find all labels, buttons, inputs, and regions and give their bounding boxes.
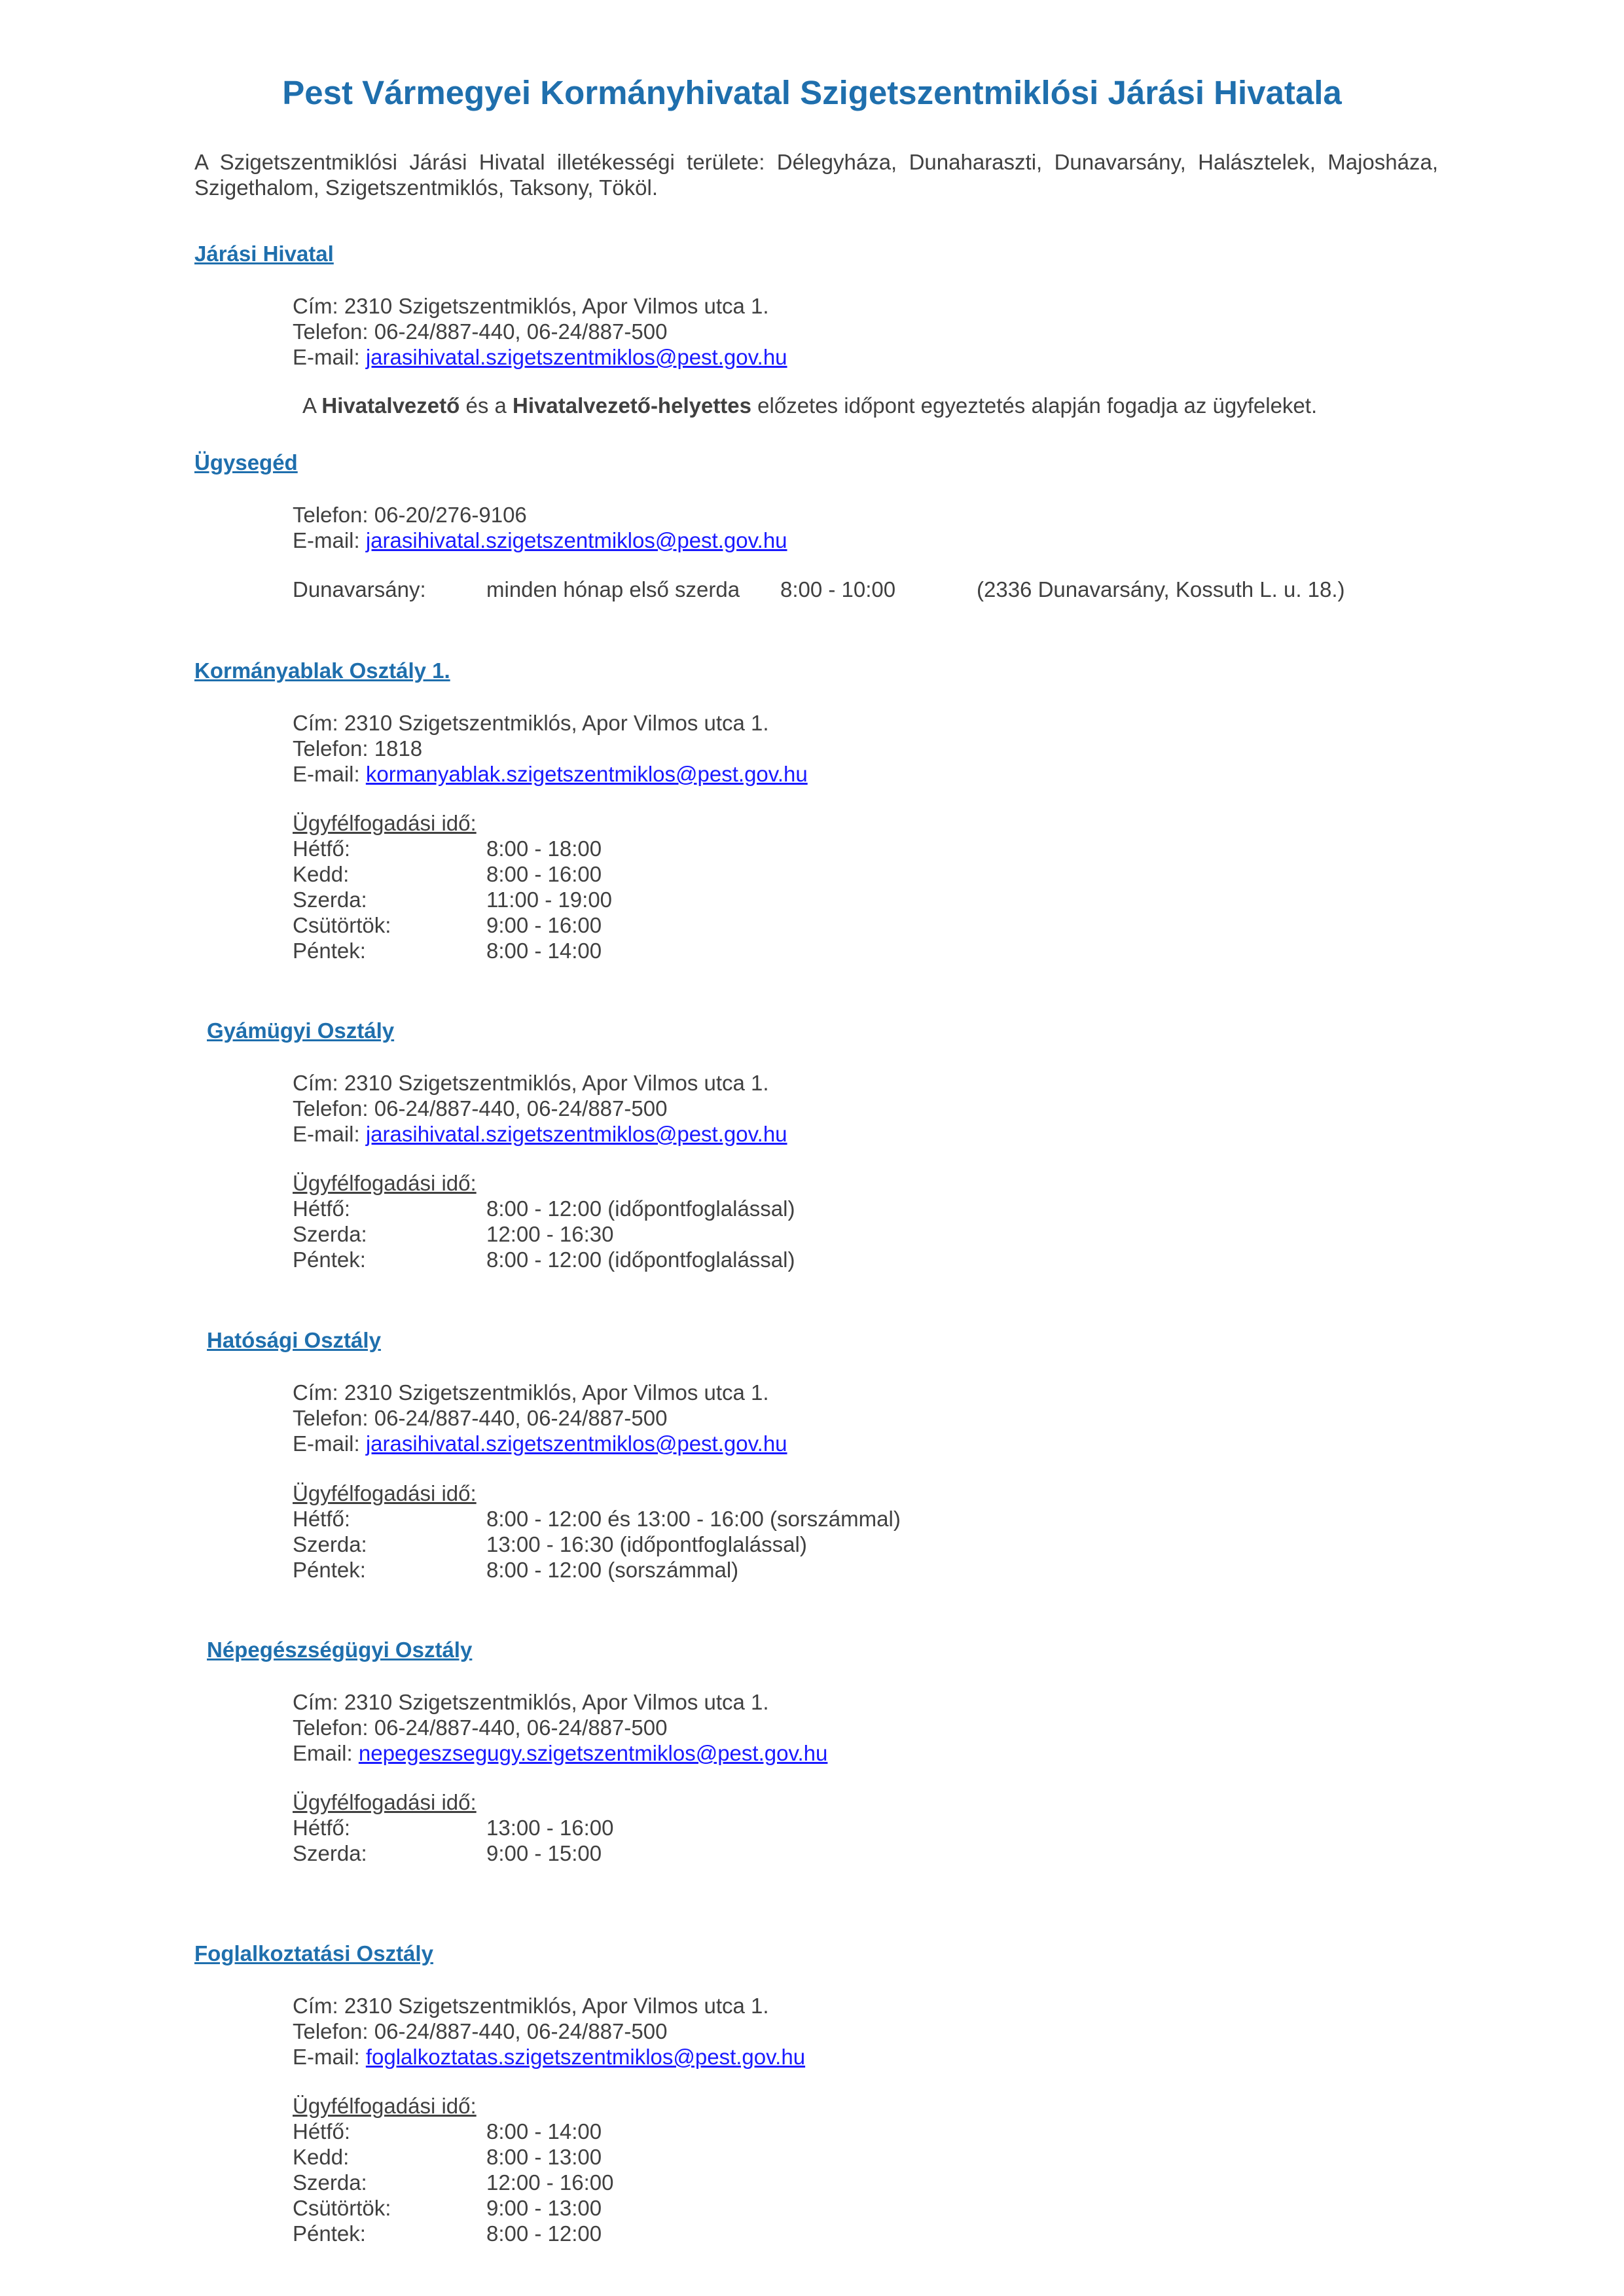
heading-kormanyablak[interactable]: Kormányablak Osztály 1. [194,658,450,683]
hours-row [293,938,602,963]
email-label: E-mail: [293,345,366,369]
hours-row [293,1840,602,1866]
hours-row [293,2119,602,2144]
address: Cím: 2310 Szigetszentmiklós, Apor Vilmos utca 1. [293,1690,769,1714]
email-link[interactable]: nepegeszsegugy.szigetszentmiklos@pest.gov.hu [358,1741,828,1765]
hours-day: Szerda: [293,1841,367,1865]
address: Cím: 2310 Szigetszentmiklós, Apor Vilmos utca 1. [293,1994,769,2018]
phone: Telefon: 06-24/887-440, 06-24/887-500 [293,1096,668,1121]
hours-time: 13:00 - 16:00 [486,1816,614,1840]
email-label: E-mail: [293,1431,366,1456]
leader-note [302,393,1317,418]
phone: Telefon: 06-24/887-440, 06-24/887-500 [293,2019,668,2043]
hours-row [293,1506,901,1532]
phone: Telefon: 06-24/887-440, 06-24/887-500 [293,319,668,344]
email-link[interactable]: jarasihivatal.szigetszentmiklos@pest.gov.hu [365,1431,787,1456]
email-line [293,761,808,787]
hours-time: 8:00 - 14:00 [486,2119,602,2144]
email-label: Email: [293,1741,359,1765]
email-link[interactable]: kormanyablak.szigetszentmiklos@pest.gov.hu [365,762,808,786]
hours-row [293,2221,602,2246]
email-label: E-mail: [293,762,366,786]
visit-when: minden hónap első szerda [486,577,740,601]
phone: Telefon: 06-24/887-440, 06-24/887-500 [293,1406,668,1430]
hours-row [293,2195,602,2221]
foglalkoztatasi-hours [293,2093,614,2246]
hours-day: Hétfő: [293,1816,351,1840]
hours-time: 11:00 - 19:00 [486,888,613,912]
hours-day: Hétfő: [293,1196,351,1221]
hours-time: 12:00 - 16:00 [486,2170,614,2195]
gyamugyi-contact [293,1070,787,1147]
hours-row [293,2144,602,2170]
address: Cím: 2310 Szigetszentmiklós, Apor Vilmos utca 1. [293,294,769,318]
hours-row [293,1557,739,1583]
foglalkoztatasi-contact [293,1993,805,2070]
heading-jarasi-hivatal[interactable]: Járási Hivatal [194,242,334,266]
hours-caption: Ügyfélfogadási idő: [293,1171,477,1195]
email-line [293,344,787,370]
hours-caption: Ügyfélfogadási idő: [293,2094,477,2118]
email-link[interactable]: foglalkoztatas.szigetszentmiklos@pest.gov.hu [365,2045,806,2069]
hours-row [293,1247,795,1272]
ugysegeed-contact [293,502,787,553]
email-label: E-mail: [293,2045,366,2069]
note-bold-deputy: Hivatalvezető-helyettes [513,393,751,418]
address: Cím: 2310 Szigetszentmiklós, Apor Vilmos utca 1. [293,711,769,735]
hours-time: 8:00 - 12:00 (időpontfoglalással) [486,1247,795,1272]
hours-day: Szerda: [293,1222,367,1246]
heading-hatosagi[interactable]: Hatósági Osztály [207,1328,381,1352]
hours-time: 8:00 - 13:00 [486,2145,602,2169]
hours-time: 8:00 - 18:00 [486,836,602,861]
note-text: és a [460,393,513,418]
hours-day: Csütörtök: [293,2196,391,2220]
jarasi-contact [293,293,787,370]
hours-day: Péntek: [293,939,366,963]
hours-row [293,887,613,912]
intro-paragraph: A Szigetszentmiklósi Járási Hivatal illetékességi területe: Délegyháza, Dunaharaszti, Dunavarsány, Halásztelek, Majosháza, Szigethalom, Szigetszentmiklós, Taksony, Tököl. [194,150,1438,200]
hours-day: Szerda: [293,888,367,912]
hours-row [293,861,602,887]
hours-day: Szerda: [293,1532,367,1556]
email-line [293,1121,787,1147]
hours-row [293,2170,614,2195]
visit-place: Dunavarsány: [293,577,426,601]
heading-gyamugyi[interactable]: Gyámügyi Osztály [207,1018,395,1043]
hours-row [293,1221,614,1247]
hours-day: Szerda: [293,2170,367,2195]
hours-row [293,1815,614,1840]
hours-day: Kedd: [293,2145,350,2169]
email-link[interactable]: jarasihivatal.szigetszentmiklos@pest.gov.hu [365,528,787,552]
hours-time: 8:00 - 14:00 [486,939,602,963]
hatosagi-hours [293,1480,901,1583]
heading-foglalkoztatasi[interactable]: Foglalkoztatási Osztály [194,1941,433,1965]
email-link[interactable]: jarasihivatal.szigetszentmiklos@pest.gov.hu [365,1122,787,1146]
hours-caption: Ügyfélfogadási idő: [293,1481,477,1505]
phone: Telefon: 06-24/887-440, 06-24/887-500 [293,1715,668,1740]
hours-row [293,836,602,861]
hatosagi-contact [293,1380,787,1456]
hours-day: Kedd: [293,862,350,886]
hours-time: 13:00 - 16:30 (időpontfoglalással) [486,1532,807,1556]
email-line [293,1740,827,1766]
hours-time: 9:00 - 13:00 [486,2196,602,2220]
hours-day: Hétfő: [293,836,351,861]
email-label: E-mail: [293,528,366,552]
gyamugyi-hours [293,1170,795,1272]
hours-time: 8:00 - 12:00 (időpontfoglalással) [486,1196,795,1221]
hours-time: 8:00 - 12:00 (sorszámmal) [486,1558,739,1582]
hours-day: Péntek: [293,1247,366,1272]
hours-caption: Ügyfélfogadási idő: [293,1790,477,1814]
hours-day: Péntek: [293,1558,366,1582]
ugysegeed-visit [293,577,1405,603]
hours-row [293,912,602,938]
hours-day: Péntek: [293,2221,366,2246]
email-label: E-mail: [293,1122,366,1146]
address: Cím: 2310 Szigetszentmiklós, Apor Vilmos utca 1. [293,1380,769,1405]
nepegeszsegugyi-hours [293,1789,614,1866]
visit-location: (2336 Dunavarsány, Kossuth L. u. 18.) [977,577,1345,601]
hours-time: 8:00 - 16:00 [486,862,602,886]
note-text: A [302,393,322,418]
hours-time: 12:00 - 16:30 [486,1222,614,1246]
hours-caption: Ügyfélfogadási idő: [293,811,477,835]
email-line [293,1431,787,1456]
hours-time: 8:00 - 12:00 [486,2221,602,2246]
page-title: Pest Vármegyei Kormányhivatal Szigetszentmiklósi Járási Hivatala [282,74,1342,111]
email-line [293,528,787,553]
hours-time: 8:00 - 12:00 és 13:00 - 16:00 (sorszámmal) [486,1507,901,1531]
hours-row [293,1196,795,1221]
phone: Telefon: 06-20/276-9106 [293,503,527,527]
heading-ugysegeed[interactable]: Ügysegéd [194,450,298,475]
nepegeszsegugyi-contact [293,1689,827,1766]
hours-day: Csütörtök: [293,913,391,937]
email-line [293,2044,805,2070]
note-text: előzetes időpont egyeztetés alapján fogadja az ügyfeleket. [751,393,1318,418]
hours-time: 9:00 - 16:00 [486,913,602,937]
heading-nepegeszsegugyi[interactable]: Népegészségügyi Osztály [207,1638,473,1662]
phone: Telefon: 1818 [293,736,423,761]
address: Cím: 2310 Szigetszentmiklós, Apor Vilmos utca 1. [293,1071,769,1095]
kormanyablak-contact [293,710,808,787]
hours-day: Hétfő: [293,2119,351,2144]
hours-row [293,1532,807,1557]
kormanyablak-hours [293,810,613,963]
visit-time: 8:00 - 10:00 [780,577,896,601]
email-link[interactable]: jarasihivatal.szigetszentmiklos@pest.gov.hu [365,345,787,369]
hours-time: 9:00 - 15:00 [486,1841,602,1865]
hours-day: Hétfő: [293,1507,351,1531]
note-bold-leader: Hivatalvezető [321,393,460,418]
